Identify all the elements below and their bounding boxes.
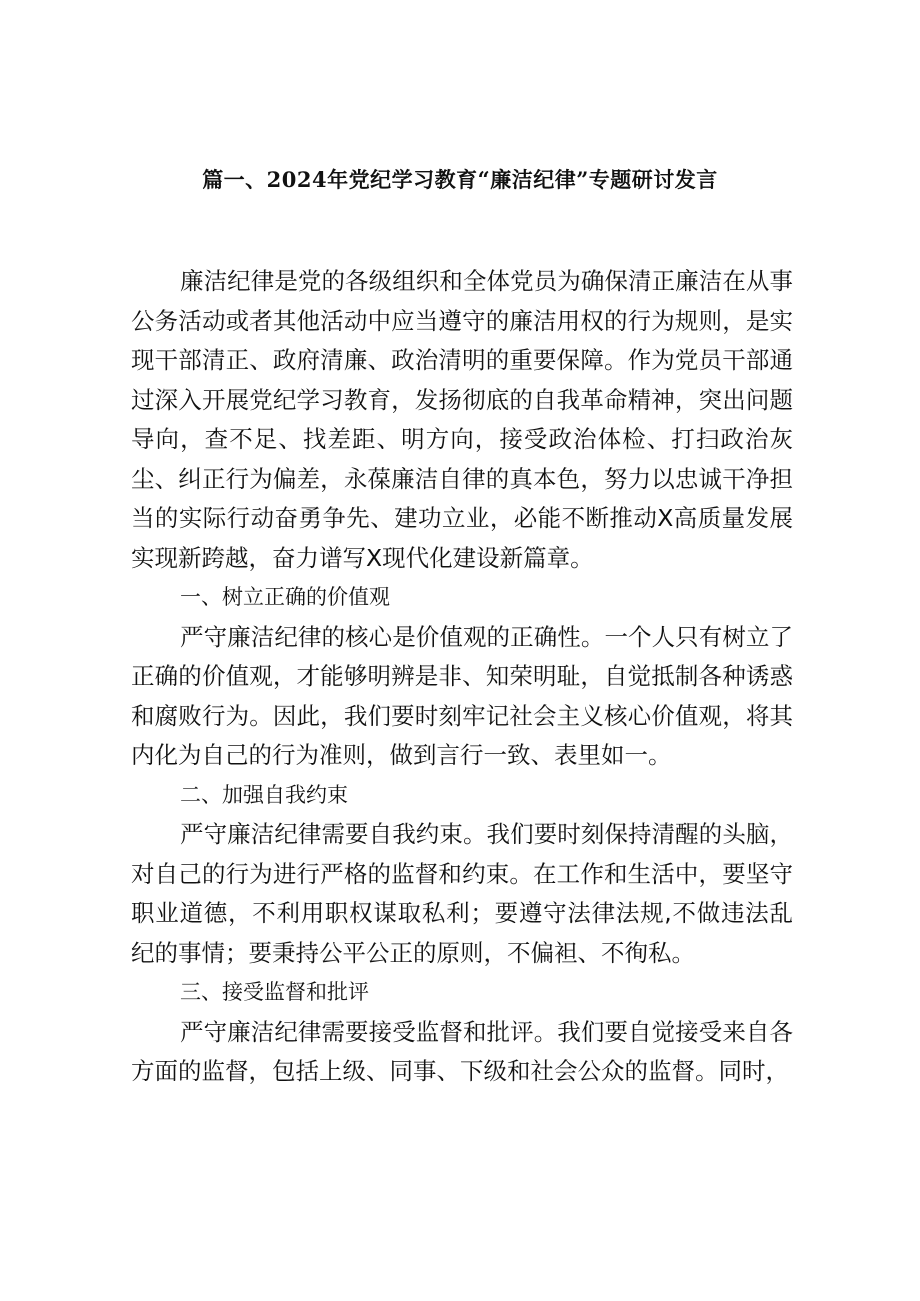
document-title: 篇一、2024年党纪学习教育“廉洁纪律”专题研讨发言 (202, 167, 718, 192)
section-paragraph-2: 严守廉洁纪律需要自我约束。我们要时刻保持清醒的头脑，对自己的行为进行严格的监督和约束。在工作和生活中，要坚守职业道德，不利用职权谋取私利；要遵守法律法规,不做违法乱纪的事情；要秉持公平公正的原则，不偏袒、不徇私。 (131, 820, 793, 967)
section-heading-1: 一、树立正确的价值观 (180, 585, 390, 609)
section-paragraph-1: 严守廉洁纪律的核心是价值观的正确性。一个人只有树立了正确的价值观，才能够明辨是非、知荣明耻，自觉抵制各种诱惑和腐败行为。因此，我们要时刻牢记社会主义核心价值观，将其内化为自己的行为准则，做到言行一致、表里如一。 (131, 622, 793, 769)
section-heading-3: 三、接受监督和批评 (180, 980, 369, 1004)
section-paragraph-3: 严守廉洁纪律需要接受监督和批评。我们要自觉接受来自各方面的监督，包括上级、同事、下级和社会公众的监督。同时， (131, 1017, 793, 1085)
intro-paragraph: 廉洁纪律是党的各级组织和全体党员为确保清正廉洁在从事公务活动或者其他活动中应当遵守的廉洁用权的行为规则，是实现干部清正、政府清廉、政治清明的重要保障。作为党员干部通过深入开展党纪学习教育，发扬彻底的自我革命精神，突出问题导向，查不足、找差距、明方向，接受政治体检、打扫政治灰尘、纠正行为偏差，永葆廉洁自律的真本色，努力以忠诚干净担当的实际行动奋勇争先、建功立业，必能不断推动X高质量发展实现新跨越，奋力谱写X现代化建设新篇章。 (131, 267, 793, 572)
document-body (131, 262, 793, 1092)
section-heading-2: 二、加强自我约束 (180, 782, 348, 807)
